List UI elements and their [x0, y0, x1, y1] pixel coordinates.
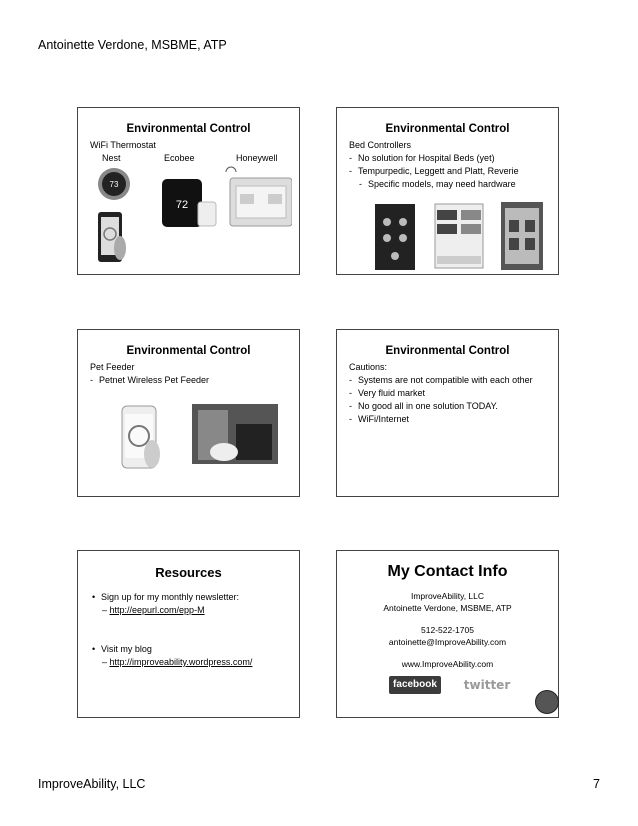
slide-title: Resources	[155, 565, 222, 580]
feeder-with-dog-photo	[192, 404, 278, 464]
honeywell-thermostat-image	[226, 167, 292, 226]
slide-bullet: WiFi/Internet	[358, 414, 410, 424]
contact-name: Antoinette Verdone, MSBME, ATP	[383, 602, 512, 613]
slide-bed-controllers: Environmental Control Bed Controllers - No solution for Hospital Beds (yet) - Tempurpedic, Leggett and Platt, Reverie - Specific models, may need hardware	[336, 107, 559, 275]
slide-title: Environmental Control	[126, 123, 251, 135]
bed-controller-app-screenshots	[375, 202, 545, 272]
phone-app-image	[122, 406, 160, 468]
slide-line: Pet Feeder	[90, 362, 135, 372]
slide-title: Environmental Control	[385, 123, 510, 135]
phone-icon	[535, 690, 559, 714]
contact-phone: 512-522-1705	[421, 625, 474, 635]
twitter-logo[interactable]: twitter	[463, 678, 511, 692]
page-number: 7	[593, 777, 600, 791]
slide-line: Bed Controllers	[349, 140, 412, 150]
label-ecobee: Ecobee	[164, 153, 195, 163]
newsletter-link[interactable]: http://eepurl.com/epp-M	[109, 605, 205, 615]
phone-in-hand-image	[98, 212, 126, 262]
slide-wifi-thermostat	[77, 107, 300, 275]
slide-bullet: Systems are not compatible with each other	[358, 375, 533, 385]
thermostat-images	[92, 164, 292, 272]
contact-company: ImproveAbility, LLC	[410, 591, 485, 601]
slide-resources: Resources • Sign up for my monthly newsletter: – http://eepurl.com/epp-M • Visit my blog – http://improveability.wordpress.com/	[77, 550, 300, 718]
slide-title: Environmental Control	[126, 345, 251, 357]
blog-link[interactable]: http://improveability.wordpress.com/	[109, 657, 253, 667]
pet-feeder-images	[118, 404, 280, 470]
nest-temp: 73	[109, 180, 119, 189]
app-screenshot-3	[501, 202, 543, 270]
slide-title: My Contact Info	[387, 563, 508, 580]
label-nest: Nest	[102, 153, 121, 163]
slide-pet-feeder: Environmental Control Pet Feeder - Petnet Wireless Pet Feeder	[77, 329, 300, 497]
app-screenshot-2	[435, 204, 483, 268]
slide-contact-info	[336, 550, 559, 718]
slide-bullet: No good all in one solution TODAY.	[358, 401, 498, 411]
slide-title: Environmental Control	[385, 345, 510, 357]
resource-item-blog: Visit my blog	[101, 644, 152, 654]
slide-subbullet: Specific models, may need hardware	[368, 179, 516, 189]
label-honeywell: Honeywell	[236, 153, 278, 163]
slide-line: WiFi Thermostat	[90, 140, 156, 150]
slide-bullet: No solution for Hospital Beds (yet)	[358, 153, 495, 163]
slide-cautions: Environmental Control Cautions: - Systems are not compatible with each other - Very fluid market - No good all in one solution TODAY. - WiFi/Internet	[336, 329, 559, 497]
slide-line: Cautions:	[349, 362, 388, 372]
ecobee-temp: 72	[175, 199, 189, 211]
contact-website[interactable]: www.ImproveAbility.com	[401, 659, 494, 669]
facebook-logo[interactable]: facebook	[389, 676, 441, 694]
app-screenshot-1	[375, 204, 415, 270]
nest-thermostat-image	[98, 168, 130, 200]
slide-bullet: Very fluid market	[358, 388, 426, 398]
resource-item-newsletter: Sign up for my monthly newsletter:	[101, 592, 240, 602]
contact-email[interactable]: antoinette@ImproveAbility.com	[388, 636, 507, 647]
slide-bullet: Tempurpedic, Leggett and Platt, Reverie	[358, 166, 519, 176]
page-header-author: Antoinette Verdone, MSBME, ATP	[38, 38, 227, 52]
slide-bullet: Petnet Wireless Pet Feeder	[99, 375, 210, 385]
page-footer-company: ImproveAbility, LLC	[38, 777, 146, 791]
ecobee-thermostat-image	[162, 179, 216, 227]
